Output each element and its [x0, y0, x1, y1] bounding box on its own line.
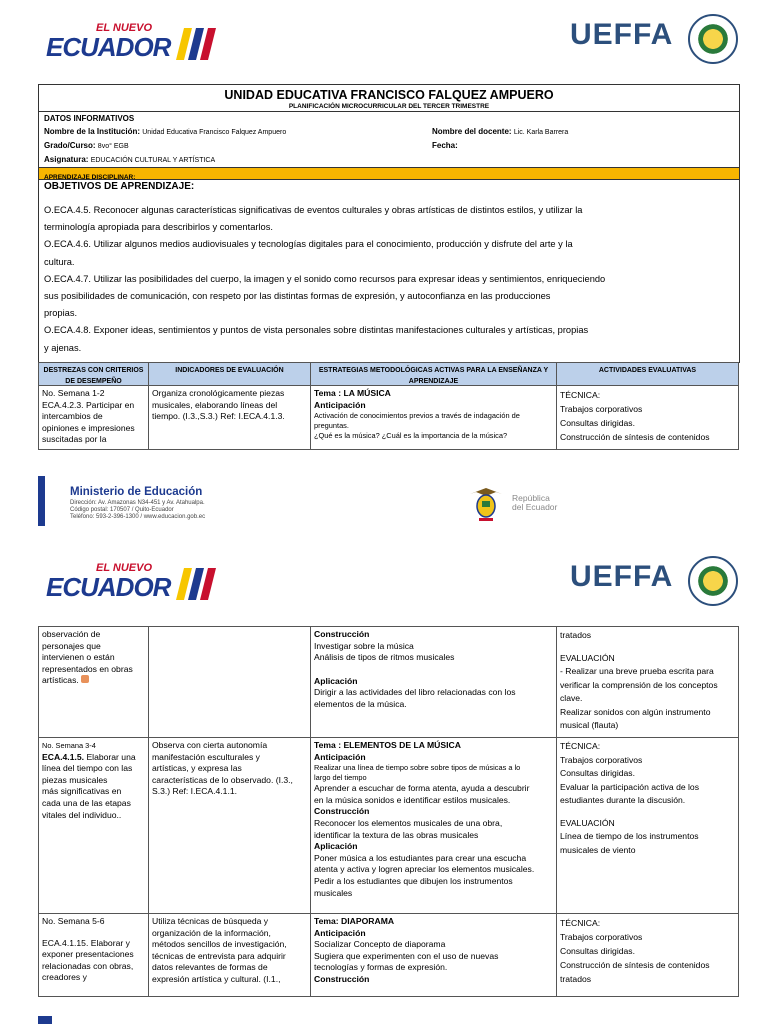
cell-line: TÉCNICA: — [560, 918, 601, 928]
footer-bar-page2 — [38, 1016, 52, 1024]
subject-row — [44, 155, 215, 164]
cell-subtitle: EVALUACIÓN — [560, 817, 615, 828]
cell-line: Pedir a los estudiantes que dibujen los instrumentos — [314, 875, 513, 886]
cell-line: personajes que — [42, 640, 101, 651]
cell-line: exponer presentaciones — [42, 949, 134, 960]
cell-line: Socializar Concepto de diaporama — [314, 939, 446, 950]
cell-line: manifestación esculturales y — [152, 751, 260, 762]
cell-line: relacionadas con obras, — [42, 960, 134, 971]
ecuador-logo-top: EL NUEVO — [96, 22, 153, 34]
cell-line: expresión artística y cultural. (I.1., — [152, 973, 281, 984]
p1-strategies-cell — [310, 385, 557, 450]
cell-line: Evaluar la participación activa de los — [560, 781, 700, 792]
cell-line: organización de la información, — [152, 927, 271, 938]
grade-row — [44, 141, 129, 150]
school-seal-icon — [688, 14, 738, 64]
cell-line: intercambios de — [42, 411, 103, 422]
ueffa-logo-text: UEFFA — [570, 18, 674, 51]
cell-subtitle: Anticipación — [314, 927, 366, 938]
p2-r1-activities-cell — [556, 626, 739, 738]
institution-row — [44, 127, 286, 136]
cell-line: atenta y activa y logren apreciar los elementos musicales. — [314, 864, 535, 875]
cell-line: Elaborar una — [86, 751, 136, 762]
discipline-bar — [39, 167, 739, 180]
cell-line: largo del tiempo — [314, 773, 367, 783]
objective-line: y ajenas. — [44, 342, 82, 353]
cell-line: Investigar sobre la música — [314, 640, 414, 651]
date-label: Fecha: — [432, 141, 458, 150]
cell-line: clave. — [560, 693, 583, 703]
footer-bar — [38, 476, 45, 526]
cell-line: Análisis de tipos de ritmos musicales — [314, 652, 455, 663]
objective-line: terminología apropiada para describirlos y comentarlos. — [44, 222, 273, 233]
cell-line: Dirigir a las actividades del libro relacionadas con los — [314, 687, 516, 698]
cell-line: en la música sonidos e identificar estilos musicales. — [314, 794, 511, 805]
subject-label: Asignatura: — [44, 155, 89, 164]
cell-line: identificar la textura de las obras musicales — [314, 829, 479, 840]
cell-line: métodos sencillos de investigación, — [152, 939, 287, 950]
coat-of-arms-icon — [466, 484, 506, 524]
p2-r3-strategies-cell — [310, 913, 557, 997]
header-strategies: ESTRATEGIAS METODOLÓGICAS ACTIVAS PARA LA ENSEÑANZA Y APRENDIZAJE — [310, 362, 557, 386]
cell-line: observación de — [42, 629, 101, 639]
cell-line: opiniones e impresiones — [42, 422, 135, 433]
cell-line: No. Semana 1-2 — [42, 388, 105, 398]
cell-title: Tema: DIAPORAMA — [314, 916, 395, 926]
cell-line: Consultas dirigidas. — [560, 768, 635, 778]
cell-line: Organiza cronológicamente piezas — [152, 388, 285, 398]
cell-line: línea del tiempo con las — [42, 763, 133, 774]
cell-line: Sugiera que experimenten con el uso de nuevas — [314, 950, 499, 961]
p2-r1-indicators-cell — [148, 626, 311, 738]
footer-address — [70, 500, 205, 521]
skill-code: ECA.4.1.5. — [42, 751, 85, 762]
cell-line: creadores y — [42, 972, 87, 983]
cell-subtitle: Anticipación — [314, 399, 366, 410]
cell-line: cada una de las etapas — [42, 797, 131, 808]
objective-line: cultura. — [44, 256, 75, 267]
teacher-row — [432, 127, 568, 136]
cell-line: Realizar sonidos con algún instrumento — [560, 706, 711, 717]
footer-line: Código postal: 170507 / Quito-Ecuador — [70, 507, 174, 513]
cell-line: tecnologías y formas de expresión. — [314, 962, 448, 973]
cell-title: Tema : ELEMENTOS DE LA MÚSICA — [314, 740, 461, 750]
school-seal-icon — [688, 556, 738, 606]
cell-subtitle: EVALUACIÓN — [560, 652, 615, 663]
objective-line: O.ECA.4.5. Reconocer algunas características significativas de eventos culturales y obras artísticas de distintos estilos, y utilizar la — [44, 205, 583, 215]
cell-line: musicales, elaborando líneas del — [152, 399, 278, 410]
cell-subtitle: Construcción — [314, 973, 370, 984]
cell-line: Poner música a los estudiantes para crear una escucha — [314, 852, 527, 863]
cell-line: preguntas. — [314, 421, 349, 431]
teacher-value: Lic. Karla Barrera — [513, 129, 569, 136]
institution-label: Nombre de la Institución: — [44, 127, 141, 136]
cell-line: representados en obras — [42, 663, 133, 674]
cell-line: elementos de la música. — [314, 698, 407, 709]
page-title: UNIDAD EDUCATIVA FRANCISCO FALQUEZ AMPUERO — [224, 88, 554, 102]
cell-title: Construcción — [314, 629, 370, 639]
cell-line: Consultas dirigidas. — [560, 418, 635, 428]
ecuador-logo — [46, 22, 186, 64]
cell-line: Observa con cierta autonomía — [152, 740, 268, 750]
cell-line: suscitadas por la — [42, 434, 107, 445]
p2-r2-strategies-cell — [310, 737, 557, 914]
header-skills: DESTREZAS CON CRITERIOS DE DESEMPEÑO — [38, 362, 149, 386]
cell-line: vitales del individuo.. — [42, 809, 122, 820]
p2-r1-skills-cell — [38, 626, 149, 738]
cell-line: Construcción de síntesis de contenidos — [560, 960, 710, 970]
grade-label: Grado/Curso: — [44, 141, 96, 150]
cell-line: tratados — [560, 630, 592, 640]
cell-line: Consultas dirigidas. — [560, 946, 635, 956]
republic-line: del Ecuador — [512, 502, 558, 512]
cell-line: Trabajos corporativos — [560, 932, 643, 942]
cell-subtitle: Construcción — [314, 806, 370, 817]
footer-line: Teléfono: 593-2-396-1300 / www.educacion.gob.ec — [70, 514, 206, 520]
objective-line: sus posibilidades de comunicación, con respeto por las distintas formas de expresión, y autoconfianza en las producciones — [44, 291, 551, 302]
cell-line: datos relevantes de formas de — [152, 962, 268, 973]
ecuador-logo-main: ECUADOR — [46, 32, 171, 62]
p2-r3-indicators-cell — [148, 913, 311, 997]
cell-line: estudiantes durante la discusión. — [560, 795, 686, 805]
ecuador-logo-page2 — [46, 562, 186, 604]
cell-subtitle: Anticipación — [314, 751, 366, 762]
cell-line: intervienen o están — [42, 652, 115, 663]
subject-value: EDUCACIÓN CULTURAL Y ARTÍSTICA — [90, 157, 216, 164]
institution-value: Unidad Educativa Francisco Falquez Ampuero — [142, 129, 287, 136]
objective-line: O.ECA.4.6. Utilizar algunos medios audiovisuales y tecnologías digitales para el conocimiento, producción y disfrute del arte y la — [44, 239, 573, 250]
flag-stripes-icon — [176, 568, 226, 600]
cell-line: TÉCNICA: — [560, 741, 601, 751]
objectives-list — [44, 202, 734, 357]
grade-value: 8vo° EGB — [97, 143, 129, 150]
cell-line: Construcción de síntesis de contenidos — [560, 432, 710, 442]
cell-line: musicales — [314, 887, 353, 898]
cell-line: ¿Qué es la música? ¿Cuál es la importancia de la música? — [314, 431, 508, 441]
cell-line: No. Semana 3-4 — [42, 741, 96, 750]
cell-line: TÉCNICA: — [560, 390, 601, 400]
p1-skills-cell — [38, 385, 149, 450]
p2-r3-activities-cell — [556, 913, 739, 997]
cell-line: Línea de tiempo de los instrumentos — [560, 831, 699, 841]
cell-line: tratados — [560, 974, 592, 984]
cell-line: Utiliza técnicas de búsqueda y — [152, 916, 269, 926]
objective-line: propias. — [44, 308, 78, 319]
cell-line: - Realizar una breve prueba escrita para — [560, 666, 714, 676]
p2-r3-skills-cell — [38, 913, 149, 997]
cell-line: artísticas, y expresa las — [152, 763, 242, 774]
footer-republic — [512, 494, 557, 512]
cell-line: Aprender a escuchar de forma atenta, ayuda a descubrir — [314, 783, 530, 794]
small-image-icon — [81, 675, 89, 683]
cell-line: S.3.) Ref: I.ECA.4.1.1. — [152, 786, 238, 797]
cell-line: Reconocer los elementos musicales de una obra, — [314, 817, 503, 828]
cell-line: técnicas de entrevista para adquirir — [152, 950, 286, 961]
cell-line: No. Semana 5-6 — [42, 916, 105, 926]
objectives-title: OBJETIVOS DE APRENDIZAJE: — [44, 181, 195, 192]
teacher-label: Nombre del docente: — [432, 127, 512, 136]
objective-line: O.ECA.4.7. Utilizar las posibilidades del cuerpo, la imagen y el sonido como recursos para expresar ideas y sentimientos, enriqueciendo — [44, 273, 606, 284]
p2-r2-activities-cell — [556, 737, 739, 914]
ecuador-logo-top: EL NUEVO — [96, 562, 153, 574]
cell-subtitle: Aplicación — [314, 675, 358, 686]
footer-ministry: Ministerio de Educación — [70, 486, 203, 498]
p1-indicators-cell — [148, 385, 311, 450]
cell-line: musical (flauta) — [560, 720, 619, 730]
page-subtitle: PLANIFICACIÓN MICROCURRICULAR DEL TERCER TRIMESTRE — [38, 103, 740, 112]
cell-line: verificar la comprensión de los conceptos — [560, 679, 718, 690]
cell-line: Activación de conocimientos previos a través de indagación de — [314, 411, 520, 421]
header-activities: ACTIVIDADES EVALUATIVAS — [556, 362, 739, 386]
cell-line: ECA.4.2.3. Participar en — [42, 399, 135, 410]
cell-line: piezas musicales — [42, 774, 108, 785]
ecuador-logo-main: ECUADOR — [46, 572, 171, 602]
cell-line: musicales de viento — [560, 844, 636, 855]
footer-line: Dirección: Av. Amazonas N34-451 y Av. Atahualpa. — [70, 500, 205, 506]
cell-line: ECA.4.1.15. Elaborar y — [42, 937, 130, 948]
cell-line: características de lo observado. (I.3., — [152, 774, 293, 785]
cell-line: tiempo. (I.3.,S.3.) Ref: I.ECA.4.1.3. — [152, 411, 285, 422]
republic-line: República — [512, 493, 550, 503]
cell-title: Tema : LA MÚSICA — [314, 388, 391, 398]
objective-line: O.ECA.4.8. Exponer ideas, sentimientos y puntos de vista personales sobre distintas manifestaciones culturales y artísticas, propias — [44, 325, 589, 336]
p2-r1-strategies-cell — [310, 626, 557, 738]
cell-subtitle: Aplicación — [314, 841, 358, 852]
cell-line: artísticas. — [42, 675, 79, 686]
cell-line: Realizar una línea de tiempo sobre sobre tipos de músicas a lo — [314, 763, 521, 773]
cell-line: más significativas en — [42, 786, 122, 797]
ueffa-logo-text-page2: UEFFA — [570, 560, 674, 593]
cell-line: Trabajos corporativos — [560, 404, 643, 414]
p2-r2-skills-cell — [38, 737, 149, 914]
flag-stripes-icon — [176, 28, 226, 60]
info-section-title: DATOS INFORMATIVOS — [44, 114, 135, 123]
header-indicators: INDICADORES DE EVALUACIÓN — [148, 362, 311, 386]
p2-r2-indicators-cell — [148, 737, 311, 914]
p1-activities-cell — [556, 385, 739, 450]
discipline-label: APRENDIZAJE DISCIPLINAR: — [44, 174, 136, 181]
cell-line: Trabajos corporativos — [560, 754, 643, 765]
